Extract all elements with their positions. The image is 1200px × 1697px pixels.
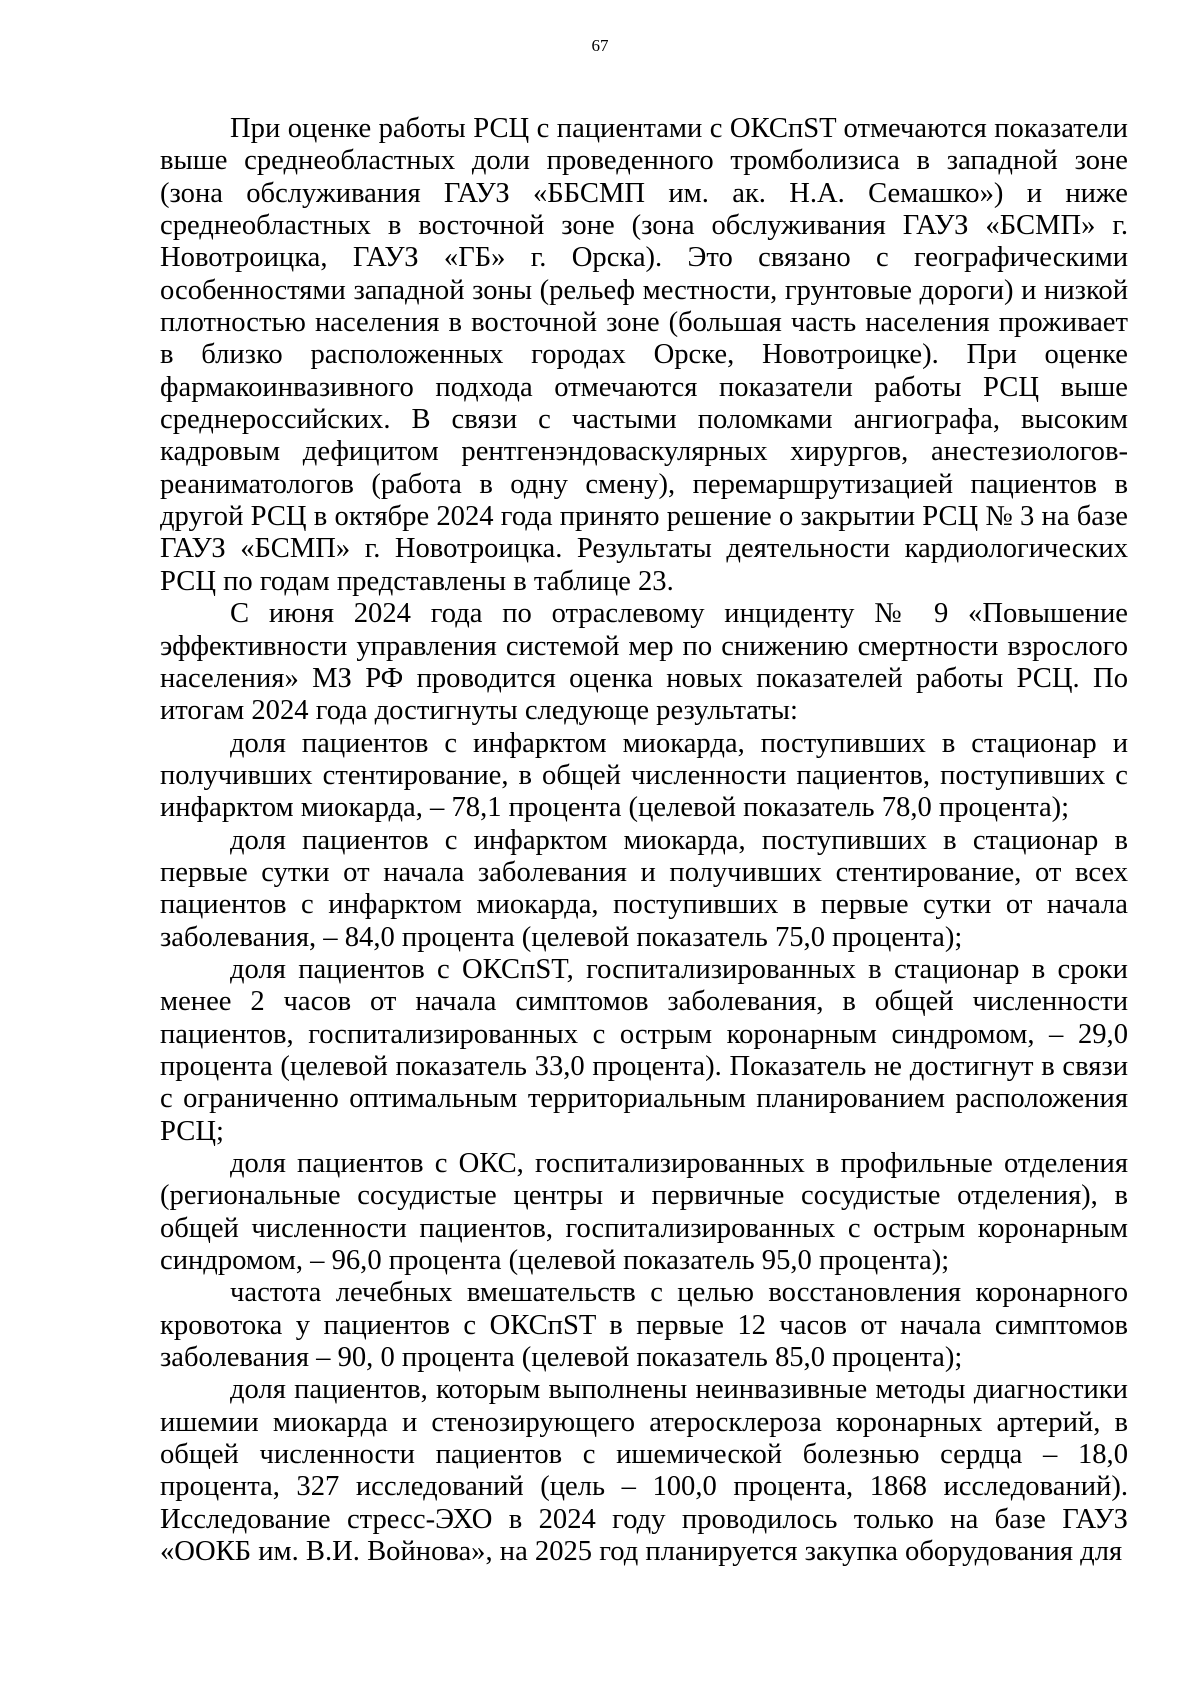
paragraph-noninvasive-diagnostics-share: доля пациентов, которым выполнены неинвазивные методы диагностики ишемии миокарда и стенозирующего атеросклероза коронарных артерий, в общей численности пациентов с ишемической болезнью сердца – 18,0 процента, 327 исследований (цель – 100,0 процента, 1868 исследований). Исследование стресс-ЭХО в 2024 году проводилось только на базе ГАУЗ «ООКБ им. В.И. Войнова», на 2025 год планируется закупка оборудования для: [160, 1374, 1128, 1568]
paragraph-first-day-stenting-share: доля пациентов с инфарктом миокарда, поступивших в стационар в первые сутки от начала заболевания и получивших стентирование, от всех пациентов с инфарктом миокарда, поступивших в первые сутки от начала заболевания, – 84,0 процента (целевой показатель 75,0 процента);: [160, 824, 1128, 953]
paragraph-stenting-share: доля пациентов с инфарктом миокарда, поступивших в стационар и получивших стентирование, в общей численности пациентов, поступивших с инфарктом миокарда, – 78,1 процента (целевой показатель 78,0 процента);: [160, 727, 1128, 824]
paragraph-profile-department-share: доля пациентов с ОКС, госпитализированных в профильные отделения (региональные сосудистые центры и первичные сосудистые отделения), в общей численности пациентов, госпитализированных с острым коронарным синдромом, – 96,0 процента (целевой показатель 95,0 процента);: [160, 1148, 1128, 1277]
paragraph-rsc-evaluation: При оценке работы РСЦ с пациентами с ОКСпST отмечаются показатели выше среднеобластных доли проведенного тромболизиса в западной зоне (зона обслуживания ГАУЗ «ББСМП им. ак. Н.А. Семашко») и ниже среднеобластных в восточной зоне (зона обслуживания ГАУЗ «БСМП» г. Новотроицка, ГАУЗ «ГБ» г. Орска). Это связано с географическими особенностями западной зоны (рельеф местности, грунтовые дороги) и низкой плотностью населения в восточной зоне (большая часть населения проживает в близко расположенных городах Орске, Новотроицке). При оценке фармакоинвазивного подхода отмечаются показатели работы РСЦ выше среднероссийских. В связи с частыми поломками ангиографа, высоким кадровым дефицитом рентгенэндоваскулярных хирургов, анестезиологов-реаниматологов (работа в одну смену), перемаршрутизацией пациентов в другой РСЦ в октябре 2024 года принято решение о закрытии РСЦ № 3 на базе ГАУЗ «БСМП» г. Новотроицка. Результаты деятельности кардиологических РСЦ по годам представлены в таблице 23.: [160, 113, 1128, 597]
page-number: 67: [591, 36, 609, 55]
document-body: [160, 113, 1128, 1568]
paragraph-coronary-intervention-rate: частота лечебных вмешательств с целью восстановления коронарного кровотока у пациентов с ОКСпST в первые 12 часов от начала симптомов заболевания – 90, 0 процента (целевой показатель 85,0 процента);: [160, 1277, 1128, 1374]
paragraph-new-indicators-intro: С июня 2024 года по отраслевому инциденту № 9 «Повышение эффективности управления системой мер по снижению смертности взрослого населения» МЗ РФ проводится оценка новых показателей работы РСЦ. По итогам 2024 года достигнуты следующе результаты:: [160, 598, 1128, 727]
paragraph-two-hour-hospitalization-share: доля пациентов с ОКСпST, госпитализированных в стационар в сроки менее 2 часов от начала симптомов заболевания, в общей численности пациентов, госпитализированных с острым коронарным синдромом, – 29,0 процента (целевой показатель 33,0 процента). Показатель не достигнут в связи с ограниченно оптимальным территориальным планированием расположения РСЦ;: [160, 953, 1128, 1147]
